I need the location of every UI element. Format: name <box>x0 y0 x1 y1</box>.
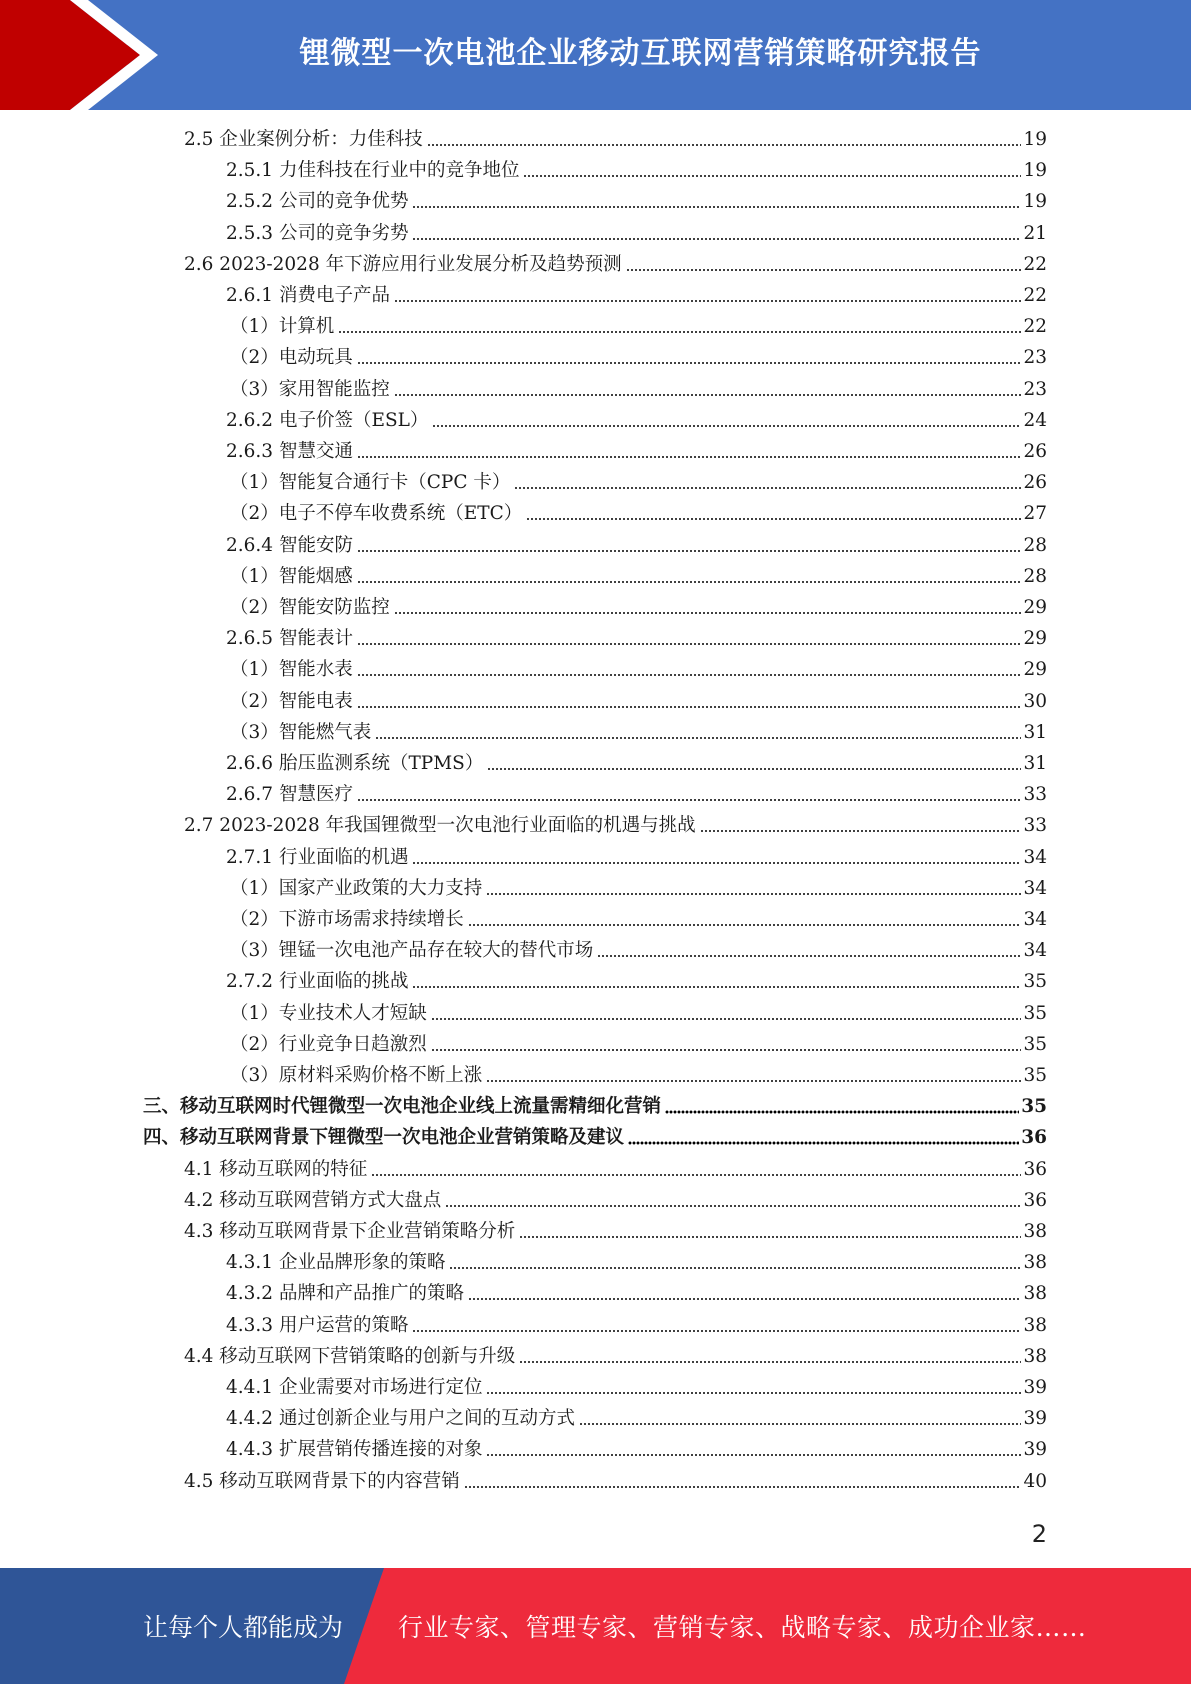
toc-leader-dots <box>357 705 1022 709</box>
toc-entry-label: 2.6.7 智慧医疗 <box>226 784 353 806</box>
toc-entry-label: 2.6 2023-2028 年下游应用行业发展分析及趋势预测 <box>184 253 622 275</box>
toc-entry-page: 40 <box>1023 1470 1047 1492</box>
toc-entry[interactable] <box>184 812 1047 840</box>
toc-entry-label: 4.4.1 企业需要对市场进行定位 <box>226 1377 483 1398</box>
toc-entry-page: 34 <box>1023 877 1047 899</box>
toc-leader-dots <box>449 1266 1021 1270</box>
toc-entry-page: 35 <box>1023 1002 1047 1024</box>
toc-entry[interactable] <box>226 1436 1047 1464</box>
toc-entry-label: 4.4 移动互联网下营销策略的创新与升级 <box>184 1345 516 1367</box>
toc-leader-dots <box>357 673 1022 677</box>
toc-leader-dots <box>427 143 1022 147</box>
toc-entry[interactable] <box>230 1000 1047 1028</box>
toc-entry-page: 36 <box>1023 1158 1047 1180</box>
toc-entry[interactable] <box>226 188 1047 216</box>
toc-entry-label: （2）智能电表 <box>230 690 353 712</box>
toc-leader-dots <box>626 268 1022 272</box>
toc-leader-dots <box>514 486 1021 490</box>
toc-leader-dots <box>486 1079 1021 1083</box>
toc-entry[interactable] <box>226 157 1047 185</box>
toc-entry-page: 31 <box>1023 753 1047 774</box>
page-number: 2 <box>1031 1520 1047 1548</box>
toc-entry[interactable] <box>226 407 1047 435</box>
toc-entry[interactable] <box>230 1031 1047 1059</box>
toc-entry-label: （1）计算机 <box>230 316 335 338</box>
toc-leader-dots <box>700 829 1022 833</box>
toc-leader-dots <box>357 455 1022 459</box>
toc-leader-dots <box>431 1048 1022 1052</box>
toc-leader-dots <box>597 954 1021 958</box>
toc-entry-page: 38 <box>1023 1252 1047 1274</box>
toc-entry-page: 21 <box>1023 222 1047 244</box>
toc-leader-dots <box>445 1204 1021 1208</box>
toc-entry-page: 35 <box>1023 1065 1047 1086</box>
toc-leader-dots <box>519 1235 1021 1239</box>
toc-leader-dots <box>468 923 1022 927</box>
toc-entry-label: 2.6.2 电子价签（ESL） <box>226 409 429 431</box>
toc-entry-page: 29 <box>1023 628 1047 650</box>
toc-entry[interactable] <box>226 625 1047 653</box>
toc-entry-label: 四、移动互联网背景下锂微型一次电池企业营销策略及建议 <box>143 1127 625 1149</box>
toc-entry-label: （3）原材料采购价格不断上涨 <box>230 1065 483 1086</box>
toc-leader-dots <box>412 205 1021 209</box>
toc-entry[interactable] <box>230 1062 1047 1090</box>
toc-entry-page: 31 <box>1023 721 1047 743</box>
toc-entry-label: 2.6.3 智慧交通 <box>226 441 353 462</box>
toc-entry-page: 26 <box>1023 441 1047 462</box>
toc-entry[interactable] <box>230 875 1047 903</box>
toc-entry-page: 22 <box>1023 285 1047 306</box>
toc-entry-page: 34 <box>1023 846 1047 868</box>
toc-leader-dots <box>523 174 1021 178</box>
toc-entry[interactable] <box>226 1249 1047 1277</box>
header-banner <box>0 0 1191 110</box>
toc-entry[interactable] <box>226 1312 1047 1340</box>
toc-entry-page: 35 <box>1023 971 1047 993</box>
toc-entry[interactable] <box>226 532 1047 560</box>
toc-entry-page: 19 <box>1023 191 1047 213</box>
toc-leader-dots <box>412 1329 1021 1333</box>
toc-entry[interactable] <box>143 1124 1047 1152</box>
toc-entry-label: （2）电子不停车收费系统（ETC） <box>230 503 523 525</box>
toc-entry-page: 36 <box>1023 1189 1047 1211</box>
toc-leader-dots <box>579 1422 1021 1426</box>
toc-entry-page: 27 <box>1023 503 1047 525</box>
toc-entry-page: 38 <box>1023 1314 1047 1336</box>
toc-entry-label: （3）家用智能监控 <box>230 378 390 400</box>
toc-leader-dots <box>412 237 1021 241</box>
toc-entry-label: 4.3 移动互联网背景下企业营销策略分析 <box>184 1221 516 1242</box>
toc-leader-dots <box>357 580 1022 584</box>
toc-entry[interactable] <box>226 438 1047 466</box>
toc-leader-dots <box>357 798 1022 802</box>
toc-leader-dots <box>628 1141 1019 1145</box>
toc-entry[interactable] <box>184 126 1047 154</box>
toc-leader-dots <box>432 424 1021 428</box>
toc-leader-dots <box>431 1017 1022 1021</box>
toc-entry-page: 29 <box>1023 659 1047 681</box>
toc-entry-label: 2.6.5 智能表计 <box>226 628 353 650</box>
toc-entry-page: 38 <box>1023 1221 1047 1242</box>
toc-entry[interactable] <box>226 1405 1047 1433</box>
toc-entry[interactable] <box>230 937 1047 965</box>
toc-entry-label: （3）智能燃气表 <box>230 721 372 743</box>
toc-entry[interactable] <box>230 376 1047 404</box>
toc-leader-dots <box>357 642 1022 646</box>
footer-slogan-right: 行业专家、管理专家、营销专家、战略专家、成功企业家…… <box>398 1613 1087 1642</box>
toc-leader-dots <box>486 1391 1021 1395</box>
toc-entry-label: 4.4.3 扩展营销传播连接的对象 <box>226 1439 483 1461</box>
toc-entry[interactable] <box>230 656 1047 684</box>
toc-entry-label: （2）行业竞争日趋激烈 <box>230 1033 427 1055</box>
toc-entry-label: （3）锂锰一次电池产品存在较大的替代市场 <box>230 940 594 962</box>
toc-entry-page: 26 <box>1023 472 1047 494</box>
toc-entry[interactable] <box>184 1343 1047 1371</box>
toc-entry-page: 23 <box>1023 378 1047 400</box>
toc-entry[interactable] <box>230 563 1047 591</box>
toc-leader-dots <box>486 1453 1021 1457</box>
toc-entry-label: 2.5.1 力佳科技在行业中的竞争地位 <box>226 160 520 182</box>
toc-entry-page: 22 <box>1023 253 1047 275</box>
toc-entry-page: 24 <box>1023 409 1047 431</box>
toc-entry-page: 34 <box>1023 940 1047 962</box>
toc-entry-label: （1）专业技术人才短缺 <box>230 1002 427 1024</box>
toc-entry-page: 30 <box>1023 690 1047 712</box>
toc-entry-label: （2）电动玩具 <box>230 347 353 369</box>
toc-entry[interactable] <box>226 781 1047 809</box>
toc-leader-dots <box>394 611 1022 615</box>
toc-entry-page: 19 <box>1023 160 1047 182</box>
toc-entry-label: （1）智能水表 <box>230 659 353 681</box>
toc-entry-label: （1）智能烟感 <box>230 565 353 587</box>
toc-leader-dots <box>519 1360 1021 1364</box>
toc-entry-page: 19 <box>1023 129 1047 150</box>
toc-entry-label: 2.7.1 行业面临的机遇 <box>226 846 409 868</box>
toc-entry-label: 4.4.2 通过创新企业与用户之间的互动方式 <box>226 1408 575 1430</box>
toc-entry-label: 4.3.1 企业品牌形象的策略 <box>226 1252 446 1274</box>
toc-entry-label: （2）下游市场需求持续增长 <box>230 909 464 930</box>
toc-entry-label: 2.5.2 公司的竞争优势 <box>226 191 409 213</box>
footer-slogan-left: 让每个人都能成为 <box>143 1613 344 1642</box>
toc-entry[interactable] <box>184 251 1047 279</box>
toc-entry-label: 2.6.6 胎压监测系统（TPMS） <box>226 753 484 774</box>
toc-entry-label: 4.2 移动互联网营销方式大盘点 <box>184 1189 442 1211</box>
toc-leader-dots <box>338 330 1021 334</box>
toc-entry[interactable] <box>184 1156 1047 1184</box>
toc-entry[interactable] <box>184 1218 1047 1246</box>
toc-entry[interactable] <box>230 906 1047 934</box>
toc-leader-dots <box>487 767 1021 771</box>
toc-entry-label: 4.5 移动互联网背景下的内容营销 <box>184 1470 460 1492</box>
toc-entry-page: 28 <box>1023 565 1047 587</box>
toc-entry-label: （1）智能复合通行卡（CPC 卡） <box>230 472 511 494</box>
toc-entry-label: 2.5 企业案例分析：力佳科技 <box>184 129 423 150</box>
toc-entry[interactable] <box>226 844 1047 872</box>
toc-entry-page: 35 <box>1023 1033 1047 1055</box>
toc-entry-label: （2）智能安防监控 <box>230 597 390 618</box>
toc-entry-page: 33 <box>1023 815 1047 837</box>
toc-leader-dots <box>394 393 1022 397</box>
toc-leader-dots <box>665 1110 1019 1114</box>
toc-entry[interactable] <box>226 968 1047 996</box>
toc-leader-dots <box>412 985 1021 989</box>
toc-leader-dots <box>464 1485 1022 1489</box>
toc-entry[interactable] <box>230 719 1047 747</box>
toc-entry[interactable] <box>143 1093 1047 1121</box>
toc-entry-page: 39 <box>1023 1439 1047 1461</box>
toc-entry-label: 2.7 2023-2028 年我国锂微型一次电池行业面临的机遇与挑战 <box>184 815 696 837</box>
toc-entry-page: 38 <box>1023 1283 1047 1305</box>
toc-entry[interactable] <box>230 594 1047 622</box>
toc-leader-dots <box>394 299 1021 303</box>
toc-entry[interactable] <box>230 344 1047 372</box>
toc-entry-label: 2.5.3 公司的竞争劣势 <box>226 222 409 244</box>
toc-leader-dots <box>412 861 1021 865</box>
toc-entry[interactable] <box>226 282 1047 310</box>
toc-entry-label: 2.6.4 智能安防 <box>226 534 353 556</box>
toc-entry-page: 35 <box>1021 1096 1047 1118</box>
toc-entry-page: 22 <box>1023 316 1047 338</box>
toc-entry-page: 39 <box>1023 1377 1047 1398</box>
toc-entry[interactable] <box>230 688 1047 716</box>
toc-entry-page: 34 <box>1023 909 1047 930</box>
toc-entry-page: 28 <box>1023 534 1047 556</box>
toc-entry[interactable] <box>226 750 1047 778</box>
toc-leader-dots <box>357 361 1022 365</box>
footer-banner <box>0 1568 1191 1684</box>
toc-leader-dots <box>526 517 1021 521</box>
toc-entry-page: 36 <box>1021 1127 1047 1149</box>
toc-entry-label: 4.3.3 用户运营的策略 <box>226 1314 409 1336</box>
toc-entry-page: 23 <box>1023 347 1047 369</box>
toc-entry-page: 38 <box>1023 1345 1047 1367</box>
toc-entry-label: 2.6.1 消费电子产品 <box>226 285 390 306</box>
toc-entry[interactable] <box>230 500 1047 528</box>
toc-entry-page: 39 <box>1023 1408 1047 1430</box>
document-title: 锂微型一次电池企业移动互联网营销策略研究报告 <box>299 36 982 71</box>
toc-entry-page: 33 <box>1023 784 1047 806</box>
toc-leader-dots <box>468 1297 1021 1301</box>
toc-entry[interactable] <box>226 220 1047 248</box>
toc-entry-label: 4.3.2 品牌和产品推广的策略 <box>226 1283 464 1305</box>
toc-leader-dots <box>371 1173 1021 1177</box>
toc-entry[interactable] <box>230 469 1047 497</box>
toc-entry[interactable] <box>184 1468 1047 1496</box>
toc-entry[interactable] <box>230 313 1047 341</box>
toc-leader-dots <box>357 549 1022 553</box>
toc-entry[interactable] <box>226 1374 1047 1402</box>
toc-leader-dots <box>375 736 1021 740</box>
toc-entry-label: （1）国家产业政策的大力支持 <box>230 877 483 899</box>
toc-entry-page: 29 <box>1023 597 1047 618</box>
toc-entry-label: 三、移动互联网时代锂微型一次电池企业线上流量需精细化营销 <box>143 1096 662 1118</box>
toc-entry[interactable] <box>184 1187 1047 1215</box>
toc-entry-label: 2.7.2 行业面临的挑战 <box>226 971 409 993</box>
toc-entry-label: 4.1 移动互联网的特征 <box>184 1158 368 1180</box>
toc-entry[interactable] <box>226 1280 1047 1308</box>
toc-leader-dots <box>486 892 1021 896</box>
